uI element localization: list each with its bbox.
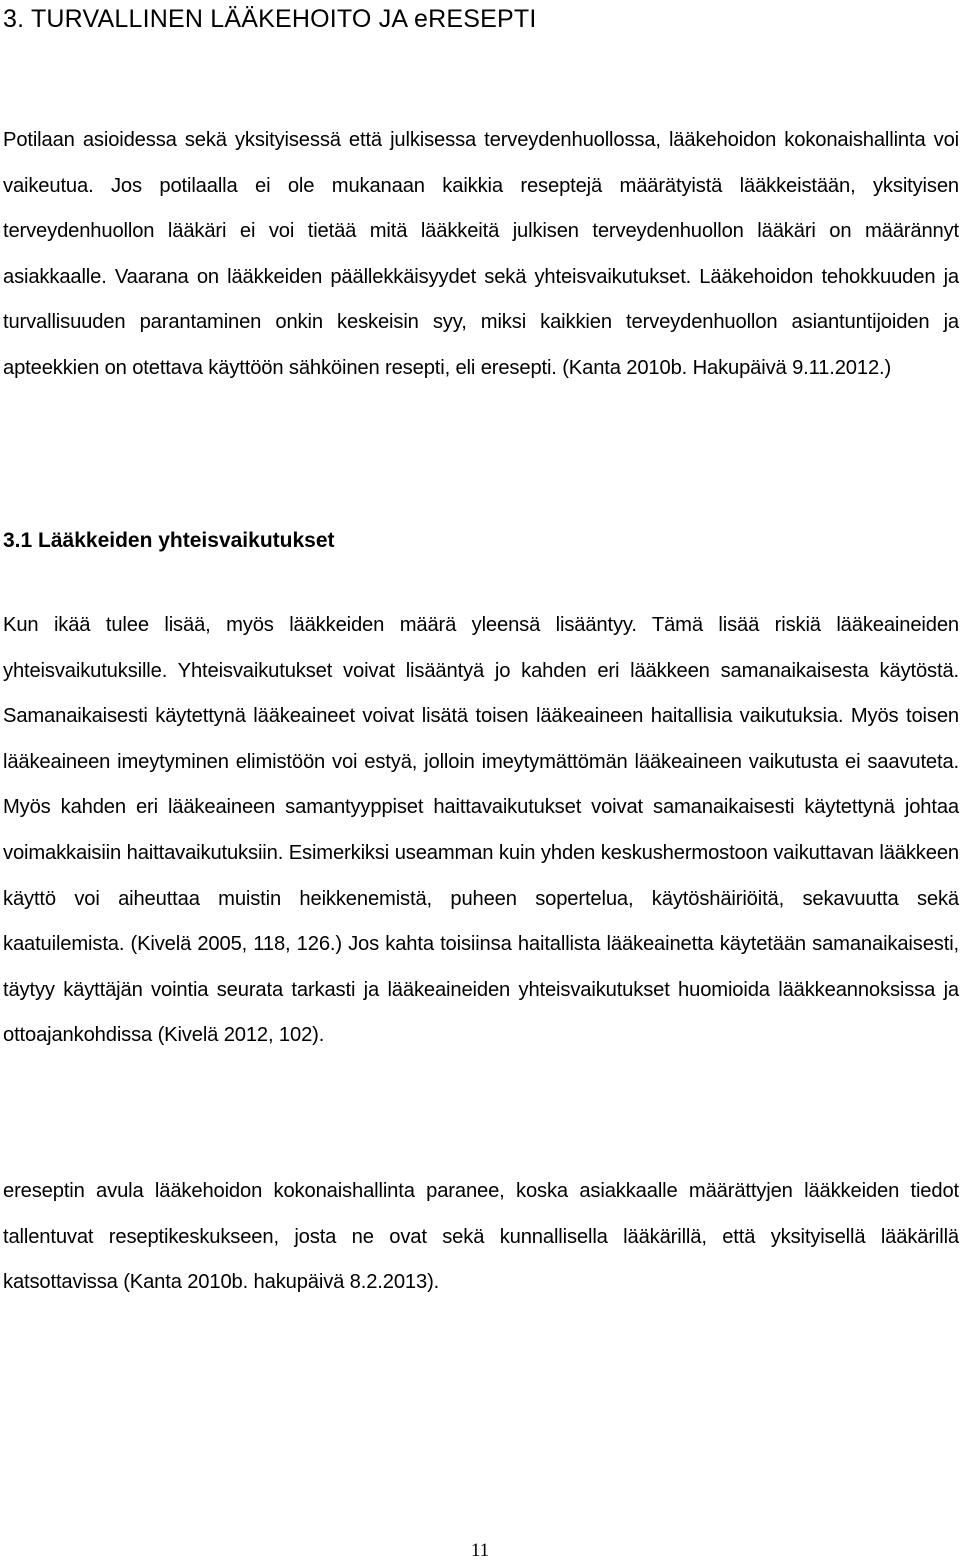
body-paragraph: Potilaan asioidessa sekä yksityisessä että julkisessa terveydenhuollossa, lääkehoidon kokonaishallinta voi vaikeutua. Jos potilaalla ei ole mukanaan kaikkia reseptejä määrätyistä lääkkeistään, yksityisen terveydenhuollon lääkäri ei voi tietää mitä lääkkeitä julkisen terveydenhuollon lääkäri on määrännyt asiakkaalle. Vaarana on lääkkeiden päällekkäisyydet sekä yhteisvaikutukset. Lääkehoidon tehokkuuden ja turvallisuuden parantaminen onkin keskeisin syy, miksi kaikkien terveydenhuollon asiantuntijoiden ja apteekkien on otettava käyttöön sähköinen resepti, eli eresepti. (Kanta 2010b. Hakupäivä 9.11.2012.) bbox=[3, 129, 959, 379]
page-number: 11 bbox=[470, 1540, 490, 1561]
body-paragraph: ereseptin avula lääkehoidon kokonaishallinta paranee, koska asiakkaalle määrättyjen lääkkeiden tiedot tallentuvat reseptikeskukseen, josta ne ovat sekä kunnallisella lääkärillä, että yksityisellä lääkärillä katsottavissa (Kanta 2010b. hakupäivä 8.2.2013). bbox=[3, 1180, 959, 1294]
body-paragraph: Kun ikää tulee lisää, myös lääkkeiden määrä yleensä lisääntyy. Tämä lisää riskiä lääkeaineiden yhteisvaikutuksille. Yhteisvaikutukset voivat lisääntyä jo kahden eri lääkkeen samanaikaisesta käytöstä. Samanaikaisesti käytettynä lääkeaineet voivat lisätä toisen lääkeaineen haitallisia vaikutuksia. Myös toisen lääkeaineen imeytyminen elimistöön voi estyä, jolloin imeytymättömän lääkeaineen vaikutusta ei saavuteta. Myös kahden eri lääkeaineen samantyyppiset haittavaikutukset voivat samanaikaisesti käytettynä johtaa voimakkaisiin haittavaikutuksiin. Esimerkiksi useamman kuin yhden keskushermostoon vaikuttavan lääkkeen käyttö voi aiheuttaa muistin heikkenemistä, puheen sopertelua, käytöshäiriöitä, sekavuutta sekä kaatuilemista. (Kivelä 2005, 118, 126.) Jos kahta toisiinsa haitallista lääkeainetta käytetään samanaikaisesti, täytyy käyttäjän vointia seurata tarkasti ja lääkeaineiden yhteisvaikutukset huomioida lääkkeannoksissa ja ottoajankohdissa (Kivelä 2012, 102). bbox=[3, 614, 959, 1047]
chapter-title: 3. TURVALLINEN LÄÄKEHOITO JA eRESEPTI bbox=[3, 5, 537, 33]
section-title: 3.1 Lääkkeiden yhteisvaikutukset bbox=[3, 529, 335, 552]
